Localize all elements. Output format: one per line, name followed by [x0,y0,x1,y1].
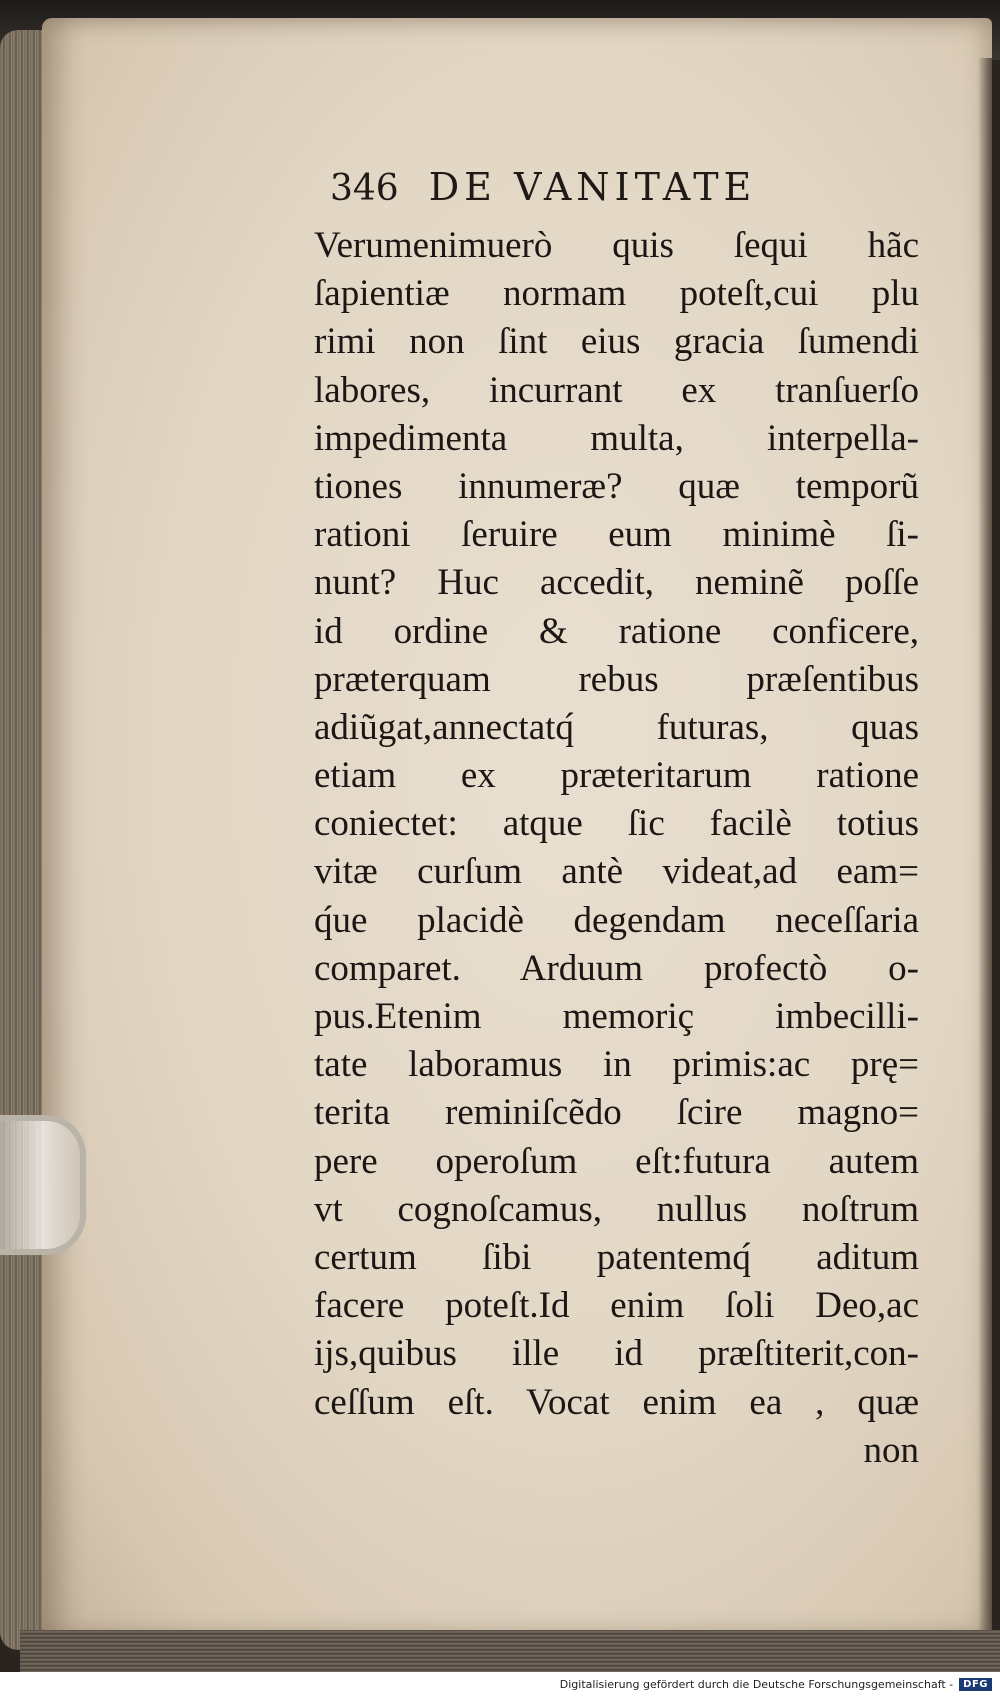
text-line: id ordine & ratione conficere, [314,610,919,652]
funding-credit: Digitalisierung gefördert durch die Deutsche Forschungsgemeinschaft - [559,1678,954,1691]
book-clamp [0,1115,86,1255]
text-line: ſapientiæ normam poteſt,cui plu [314,273,919,315]
page-bottom-edges [20,1630,1000,1672]
digitization-footer [0,1672,1000,1697]
text-line: etiam ex præteritarum ratione [314,755,919,797]
text-line: labores, incurrant ex tranſuerſo [314,369,919,411]
text-line: facere poteſt.Id enim ſoli Deo,ac [314,1285,919,1327]
text-line: vitæ curſum antè videat,ad eam= [314,851,919,893]
text-line: certum ſibi patentemq́ aditum [314,1236,919,1278]
catchword: non [863,1429,919,1471]
page-number: 346 [330,168,399,209]
text-line: ceſſum eſt. Vocat enim ea , quæ [314,1381,919,1423]
text-line: pus.Etenim memoriç imbecilli- [314,996,919,1037]
text-line: nunt? Huc accedit, neminẽ poſſe [314,562,919,604]
text-line: terita reminiſcẽdo ſcire magno= [314,1092,919,1134]
text-line: rationi ſeruire eum minimè ſi- [314,514,919,556]
text-line: q́ue placidè degendam neceſſaria [314,899,919,941]
page-right-edge [978,58,992,1658]
body-text [314,222,919,1475]
dfg-logo: DFG [959,1678,992,1691]
text-line: ijs,quibus ille id præſtiterit,con- [314,1333,919,1375]
text-line: comparet. Arduum profectò o- [314,947,919,989]
text-line: vt cognoſcamus, nullus noſtrum [314,1188,919,1230]
text-line: impedimenta multa, interpella- [314,417,919,459]
running-title: DE VANITATE [428,165,757,209]
running-head [330,165,850,215]
text-line: præterquam rebus præſentibus [314,658,919,700]
text-line: tiones innumeræ? quæ temporũ [314,465,919,507]
text-line: rimi non ſint eius gracia ſumendi [314,321,919,363]
text-line: pere operoſum eſt:futura autem [314,1140,919,1182]
text-line: adiũgat,annectatq́ futuras, quas [314,706,919,748]
text-line: Verumenimuerò quis ſequi hãc [314,225,919,266]
text-line: tate laboramus in primis:ac prę= [314,1044,919,1086]
text-line: coniectet: atque ſic facilè totius [314,803,919,845]
